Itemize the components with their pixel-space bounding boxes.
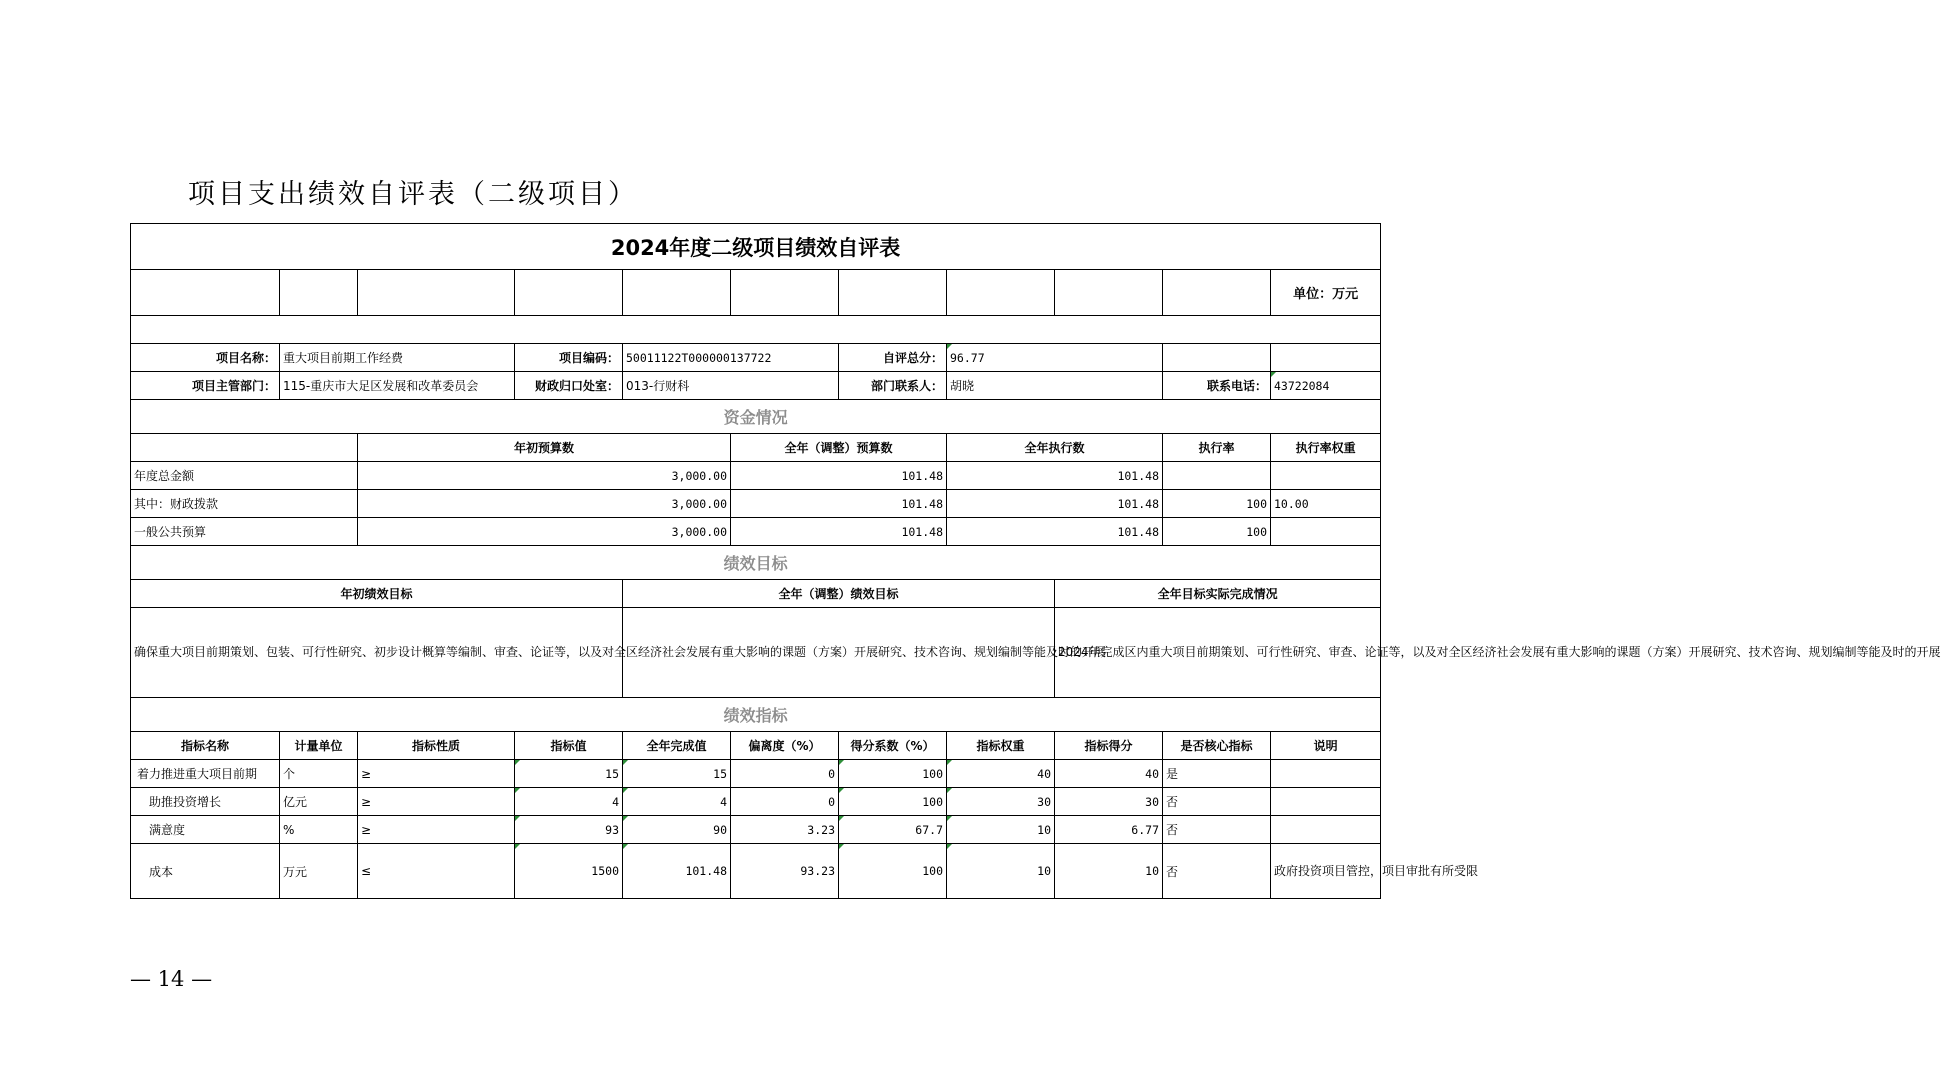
ind-weight: 40	[947, 760, 1055, 788]
funds-executed: 101.48	[947, 490, 1163, 518]
goals-content-row	[131, 608, 1381, 698]
ind-note	[1271, 816, 1381, 844]
ind-coef: 100	[839, 844, 947, 899]
empty-cell	[131, 434, 358, 462]
ind-nature: ≥	[358, 788, 515, 816]
funds-rate: 100	[1163, 490, 1271, 518]
table-title: 2024年度二级项目绩效自评表	[131, 224, 1381, 270]
ind-nature: ≥	[358, 760, 515, 788]
ind-score: 6.77	[1055, 816, 1163, 844]
ind-coef: 100	[839, 760, 947, 788]
goal-actual-text: 2024年完成区内重大项目前期策划、可行性研究、审查、论证等，以及对全区经济社会发展有重大影响的课题（方案）开展研究、技术咨询、规划编制等能及时的开展	[1055, 608, 1381, 698]
ind-score: 10	[1055, 844, 1163, 899]
ind-target: 4	[515, 788, 623, 816]
goals-header-actual: 全年目标实际完成情况	[1055, 580, 1381, 608]
empty-cell	[358, 270, 515, 316]
ind-core: 是	[1163, 760, 1271, 788]
funds-adjusted: 101.48	[731, 490, 947, 518]
ind-deviation: 0	[731, 788, 839, 816]
ind-coef: 100	[839, 788, 947, 816]
ind-actual: 15	[623, 760, 731, 788]
ind-header-core: 是否核心指标	[1163, 732, 1271, 760]
goals-header-row	[131, 580, 1381, 608]
funds-row-fiscal	[131, 490, 1381, 518]
ind-note: 政府投资项目管控，项目审批有所受限	[1271, 844, 1381, 899]
ind-target: 15	[515, 760, 623, 788]
ind-core: 否	[1163, 844, 1271, 899]
project-name-label: 项目名称：	[131, 344, 280, 372]
ind-deviation: 0	[731, 760, 839, 788]
goal-initial-text: 确保重大项目前期策划、包装、可行性研究、初步设计概算等编制、审查、论证等，以及对全区经济社会发展有重大影响的课题（方案）开展研究、技术咨询、规划编制等能及时的开展	[131, 608, 623, 698]
indicator-row	[131, 788, 1381, 816]
finance-office-value: 013-行财科	[623, 372, 839, 400]
funds-header-row	[131, 434, 1381, 462]
page-number: — 14 —	[130, 967, 213, 991]
title-row	[131, 224, 1381, 270]
ind-core: 否	[1163, 788, 1271, 816]
ind-deviation: 93.23	[731, 844, 839, 899]
ind-unit: %	[280, 816, 358, 844]
ind-header-note: 说明	[1271, 732, 1381, 760]
project-name-value: 重大项目前期工作经费	[280, 344, 515, 372]
ind-core: 否	[1163, 816, 1271, 844]
ind-note	[1271, 760, 1381, 788]
ind-score: 30	[1055, 788, 1163, 816]
info-row-1	[131, 344, 1381, 372]
empty-cell	[131, 316, 1381, 344]
ind-actual: 4	[623, 788, 731, 816]
funds-weight: 10.00	[1271, 490, 1381, 518]
score-label: 自评总分：	[839, 344, 947, 372]
ind-weight: 10	[947, 816, 1055, 844]
empty-cell	[1163, 270, 1271, 316]
funds-section-row	[131, 400, 1381, 434]
funds-header-initial: 年初预算数	[358, 434, 731, 462]
ind-nature: ≥	[358, 816, 515, 844]
phone-label: 联系电话：	[1163, 372, 1271, 400]
indicators-section-title: 绩效指标	[131, 698, 1381, 732]
funds-adjusted: 101.48	[731, 462, 947, 490]
project-code-value: 50011122T000000137722	[623, 344, 839, 372]
ind-actual: 90	[623, 816, 731, 844]
funds-row-public	[131, 518, 1381, 546]
funds-row-label: 一般公共预算	[131, 518, 358, 546]
unit-label: 单位：万元	[1271, 270, 1381, 316]
ind-header-nature: 指标性质	[358, 732, 515, 760]
funds-header-rate: 执行率	[1163, 434, 1271, 462]
ind-coef: 67.7	[839, 816, 947, 844]
ind-weight: 30	[947, 788, 1055, 816]
funds-row-label: 年度总金额	[131, 462, 358, 490]
ind-unit: 亿元	[280, 788, 358, 816]
ind-unit: 万元	[280, 844, 358, 899]
ind-nature: ≤	[358, 844, 515, 899]
ind-deviation: 3.23	[731, 816, 839, 844]
phone-value: 43722084	[1271, 372, 1381, 400]
empty-cell	[839, 270, 947, 316]
goal-adjusted-text	[623, 608, 1055, 698]
funds-rate	[1163, 462, 1271, 490]
info-row-2	[131, 372, 1381, 400]
goals-section-title: 绩效目标	[131, 546, 1381, 580]
unit-row	[131, 270, 1381, 316]
department-value: 115-重庆市大足区发展和改革委员会	[280, 372, 515, 400]
empty-cell	[1163, 344, 1271, 372]
empty-cell	[623, 270, 731, 316]
funds-adjusted: 101.48	[731, 518, 947, 546]
ind-unit: 个	[280, 760, 358, 788]
indicator-row	[131, 816, 1381, 844]
ind-name: 着力推进重大项目前期	[131, 760, 280, 788]
funds-initial: 3,000.00	[358, 518, 731, 546]
ind-name: 满意度	[131, 816, 280, 844]
empty-cell	[1055, 270, 1163, 316]
ind-name: 成本	[131, 844, 280, 899]
ind-score: 40	[1055, 760, 1163, 788]
ind-header-unit: 计量单位	[280, 732, 358, 760]
funds-initial: 3,000.00	[358, 490, 731, 518]
empty-cell	[515, 270, 623, 316]
funds-initial: 3,000.00	[358, 462, 731, 490]
ind-weight: 10	[947, 844, 1055, 899]
ind-actual: 101.48	[623, 844, 731, 899]
funds-section-title: 资金情况	[131, 400, 1381, 434]
document-heading: 项目支出绩效自评表（二级项目）	[188, 179, 638, 210]
funds-executed: 101.48	[947, 518, 1163, 546]
funds-header-weight: 执行率权重	[1271, 434, 1381, 462]
ind-target: 1500	[515, 844, 623, 899]
ind-header-name: 指标名称	[131, 732, 280, 760]
empty-cell	[280, 270, 358, 316]
ind-header-weight: 指标权重	[947, 732, 1055, 760]
indicators-section-row	[131, 698, 1381, 732]
indicator-row	[131, 760, 1381, 788]
goals-header-initial: 年初绩效目标	[131, 580, 623, 608]
project-code-label: 项目编码：	[515, 344, 623, 372]
ind-header-coef: 得分系数（%）	[839, 732, 947, 760]
empty-cell	[131, 270, 280, 316]
contact-label: 部门联系人：	[839, 372, 947, 400]
funds-row-label: 其中：财政拨款	[131, 490, 358, 518]
funds-weight	[1271, 518, 1381, 546]
funds-row-total	[131, 462, 1381, 490]
score-value: 96.77	[947, 344, 1163, 372]
department-label: 项目主管部门：	[131, 372, 280, 400]
ind-header-target: 指标值	[515, 732, 623, 760]
funds-rate: 100	[1163, 518, 1271, 546]
indicator-row	[131, 844, 1381, 899]
ind-note	[1271, 788, 1381, 816]
ind-target: 93	[515, 816, 623, 844]
funds-weight	[1271, 462, 1381, 490]
ind-header-deviation: 偏离度（%）	[731, 732, 839, 760]
blank-row	[131, 316, 1381, 344]
self-evaluation-table	[130, 223, 1941, 899]
ind-header-score: 指标得分	[1055, 732, 1163, 760]
finance-office-label: 财政归口处室：	[515, 372, 623, 400]
empty-cell	[731, 270, 839, 316]
funds-header-executed: 全年执行数	[947, 434, 1163, 462]
goals-section-row	[131, 546, 1381, 580]
indicators-header-row	[131, 732, 1381, 760]
funds-executed: 101.48	[947, 462, 1163, 490]
ind-header-actual: 全年完成值	[623, 732, 731, 760]
empty-cell	[1271, 344, 1381, 372]
ind-name: 助推投资增长	[131, 788, 280, 816]
empty-cell	[947, 270, 1055, 316]
goals-header-adjusted: 全年（调整）绩效目标	[623, 580, 1055, 608]
contact-value: 胡晓	[947, 372, 1163, 400]
funds-header-adjusted: 全年（调整）预算数	[731, 434, 947, 462]
